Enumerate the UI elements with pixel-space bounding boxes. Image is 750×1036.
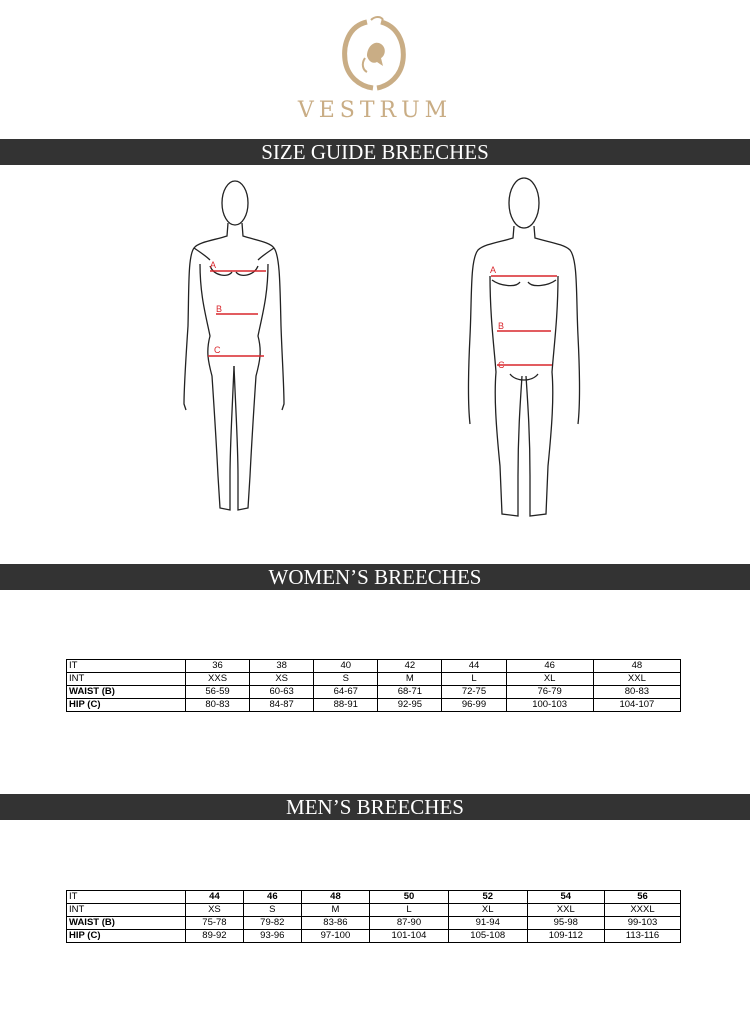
table-cell: XXL (593, 673, 680, 686)
table-cell: 97-100 (301, 930, 369, 943)
table-cell: 44 (186, 891, 244, 904)
male-label-a: A (490, 265, 497, 275)
male-figure-illustration (460, 176, 590, 521)
table-cell: 100-103 (506, 699, 593, 712)
table-cell: 44 (442, 660, 506, 673)
table-cell: 109-112 (527, 930, 604, 943)
table-cell: XS (250, 673, 314, 686)
table-cell: 76-79 (506, 686, 593, 699)
table-cell: M (378, 673, 442, 686)
female-label-c: C (214, 345, 221, 355)
table-cell: 80-83 (593, 686, 680, 699)
table-cell: 113-116 (604, 930, 680, 943)
table-row (67, 891, 681, 904)
table-row (67, 904, 681, 917)
table-cell: XS (186, 904, 244, 917)
table-cell: XL (448, 904, 527, 917)
female-figure-illustration (170, 176, 300, 521)
womens-breeches-heading: WOMEN’S BREECHES (0, 564, 750, 590)
table-cell: 92-95 (378, 699, 442, 712)
table-cell: M (301, 904, 369, 917)
table-cell: 79-82 (243, 917, 301, 930)
male-label-b: B (498, 321, 505, 331)
table-cell: 101-104 (370, 930, 449, 943)
table-cell: 75-78 (186, 917, 244, 930)
row-label: WAIST (B) (67, 686, 186, 699)
table-cell: L (370, 904, 449, 917)
table-cell: 84-87 (250, 699, 314, 712)
table-cell: 40 (314, 660, 378, 673)
table-cell: 68-71 (378, 686, 442, 699)
table-cell: XL (506, 673, 593, 686)
table-cell: 105-108 (448, 930, 527, 943)
table-cell: 50 (370, 891, 449, 904)
table-row (67, 673, 681, 686)
table-cell: 48 (301, 891, 369, 904)
table-cell: XXXL (604, 904, 680, 917)
table-cell: 42 (378, 660, 442, 673)
table-cell: L (442, 673, 506, 686)
table-cell: 83-86 (301, 917, 369, 930)
table-cell: 87-90 (370, 917, 449, 930)
brand-name: VESTRUM (297, 98, 453, 123)
table-cell: 38 (250, 660, 314, 673)
row-label: WAIST (B) (67, 917, 186, 930)
table-cell: 56 (604, 891, 680, 904)
table-cell: S (243, 904, 301, 917)
table-cell: 72-75 (442, 686, 506, 699)
row-label: IT (67, 660, 186, 673)
row-label: HIP (C) (67, 930, 186, 943)
table-cell: 88-91 (314, 699, 378, 712)
row-label: HIP (C) (67, 699, 186, 712)
female-label-b: B (216, 304, 223, 314)
table-row (67, 660, 681, 673)
size-guide-heading: SIZE GUIDE BREECHES (0, 139, 750, 165)
table-cell: 99-103 (604, 917, 680, 930)
table-cell: 89-92 (186, 930, 244, 943)
table-cell: 80-83 (186, 699, 250, 712)
female-label-a: A (210, 260, 217, 270)
table-cell: 64-67 (314, 686, 378, 699)
table-cell: 56-59 (186, 686, 250, 699)
mens-size-table (66, 890, 681, 943)
mens-breeches-heading: MEN’S BREECHES (0, 794, 750, 820)
table-cell: 36 (186, 660, 250, 673)
row-label: INT (67, 673, 186, 686)
table-cell: 104-107 (593, 699, 680, 712)
table-row (67, 699, 681, 712)
row-label: IT (67, 891, 186, 904)
row-label: INT (67, 904, 186, 917)
table-row (67, 686, 681, 699)
horse-head-circle-icon (337, 14, 413, 92)
table-cell: 93-96 (243, 930, 301, 943)
table-cell: 96-99 (442, 699, 506, 712)
table-cell: 46 (243, 891, 301, 904)
table-cell: 91-94 (448, 917, 527, 930)
male-label-c: C (498, 360, 505, 370)
table-cell: 46 (506, 660, 593, 673)
table-cell: S (314, 673, 378, 686)
table-cell: 52 (448, 891, 527, 904)
table-cell: XXL (527, 904, 604, 917)
table-cell: 54 (527, 891, 604, 904)
womens-size-table (66, 659, 681, 712)
table-cell: 95-98 (527, 917, 604, 930)
table-cell: 60-63 (250, 686, 314, 699)
brand-logo (0, 14, 750, 123)
table-row (67, 930, 681, 943)
table-cell: 48 (593, 660, 680, 673)
table-cell: XXS (186, 673, 250, 686)
table-row (67, 917, 681, 930)
